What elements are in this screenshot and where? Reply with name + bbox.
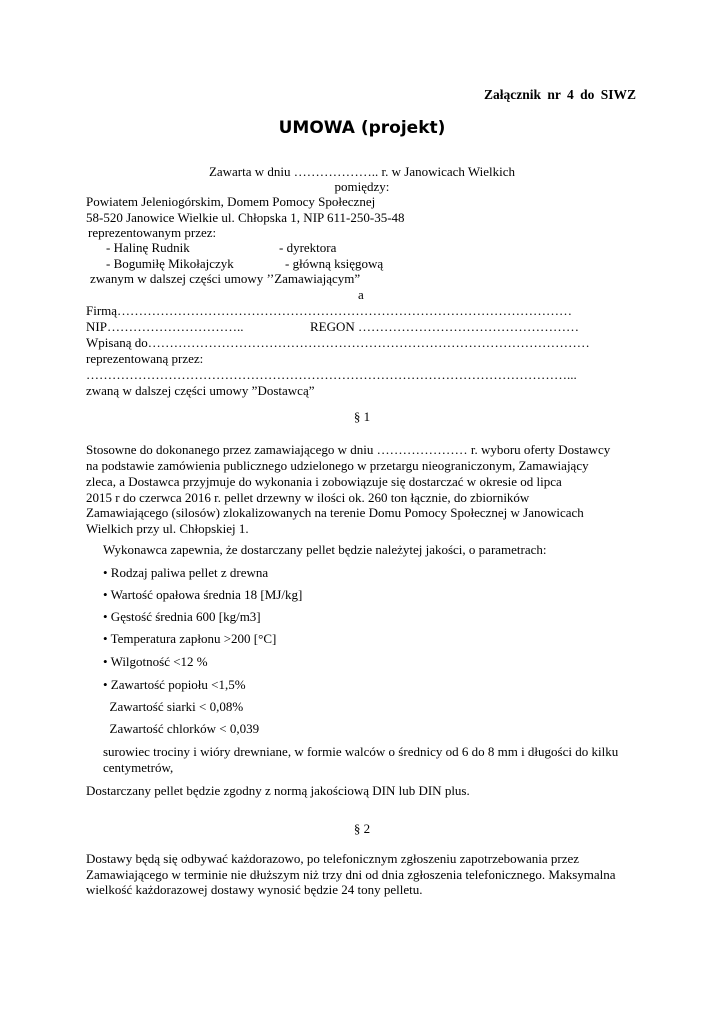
section1-line: na podstawie zamówienia publicznego udzielonego w przetargu nieograniczonym, Zamawiający — [86, 458, 589, 473]
regon-line: REGON …………………………………………… — [310, 319, 580, 334]
param-item: • Temperatura zapłonu >200 [°C] — [103, 631, 277, 646]
param-item: Zawartość chlorków < 0,039 — [103, 721, 260, 736]
rep2-name: - Bogumiłę Mikołajczyk — [106, 256, 234, 271]
section1-line: 2015 r do czerwca 2016 r. pellet drzewny w ilości ok. 260 ton łącznie, do zbiorników — [86, 490, 530, 505]
section1-line: zleca, a Dostawca przyjmuje do wykonania i zobowiązuje się dostarczać w okresie od lipca — [86, 474, 562, 489]
raw-material-line2: centymetrów, — [103, 760, 174, 775]
section1-line: Wielkich przy ul. Chłopskiej 1. — [86, 521, 249, 536]
param-item: Zawartość siarki < 0,08% — [103, 699, 244, 714]
dots-line: …………………………………………………………………………………………………... — [86, 367, 577, 382]
party1-line1: Powiatem Jeleniogórskim, Domem Pomocy Społecznej — [86, 194, 376, 209]
guarantee-line: Wykonawca zapewnia, że dostarczany pellet będzie należytej jakości, o parametrach: — [103, 542, 547, 557]
and-label: a — [358, 287, 364, 302]
rep1-name: - Halinę Rudnik — [106, 240, 190, 255]
param-item: • Rodzaj paliwa pellet z drewna — [103, 565, 269, 580]
section2-heading: § 2 — [353, 821, 371, 836]
raw-material-line1: surowiec trociny i wióry drewniane, w formie walców o średnicy od 6 do 8 mm i długości do kilku — [103, 744, 619, 759]
annex-label: Załącznik nr 4 do SIWZ — [483, 87, 636, 102]
param-item: • Gęstość średnia 600 [kg/m3] — [103, 609, 261, 624]
section2-line: Dostawy będą się odbywać każdorazowo, po telefonicznym zgłoszeniu zapotrzebowania przez — [86, 851, 580, 866]
rep2-role: - główną księgową — [285, 256, 384, 271]
called-ordering: zwanym w dalszej części umowy ’’Zamawiającym” — [90, 271, 361, 286]
nip-line: NIP………………………….. — [86, 319, 244, 334]
registered-line: Wpisaną do………………………………………………………………………………………… — [86, 335, 590, 350]
section1-line: Zamawiającego (silosów) zlokalizowanych na terenie Domu Pomocy Społecznej w Janowicach — [86, 505, 584, 520]
called-supplier: zwaną w dalszej części umowy ”Dostawcą” — [86, 383, 315, 398]
firm-line: Firmą…………………………………………………………………………………………… — [86, 303, 573, 318]
section1-heading: § 1 — [353, 409, 371, 424]
norm-line: Dostarczany pellet będzie zgodny z normą jakościową DIN lub DIN plus. — [86, 783, 470, 798]
represented-line: reprezentowaną przez: — [86, 351, 204, 366]
section1-line: Stosowne do dokonanego przez zamawiającego w dniu ………………… r. wyboru oferty Dostawcy — [86, 442, 611, 457]
rep1-role: - dyrektora — [279, 240, 337, 255]
section2-line: wielkość każdorazowej dostawy wynosić będzie 24 tony pelletu. — [86, 882, 423, 897]
between-label: pomiędzy: — [334, 179, 390, 194]
concluded-line: Zawarta w dniu ……………….. r. w Janowicach Wielkich — [208, 164, 516, 179]
param-item: • Wilgotność <12 % — [103, 654, 208, 669]
document-title: UMOWA (projekt) — [278, 118, 446, 138]
param-item: • Wartość opałowa średnia 18 [MJ/kg] — [103, 587, 303, 602]
represented-by: reprezentowanym przez: — [88, 225, 217, 240]
param-item: • Zawartość popiołu <1,5% — [103, 677, 246, 692]
party1-line2: 58-520 Janowice Wielkie ul. Chłopska 1, NIP 611-250-35-48 — [86, 210, 405, 225]
section2-line: Zamawiającego w terminie nie dłuższym niż trzy dni od dnia zgłoszenia telefonicznego. Maksymalna — [86, 867, 616, 882]
